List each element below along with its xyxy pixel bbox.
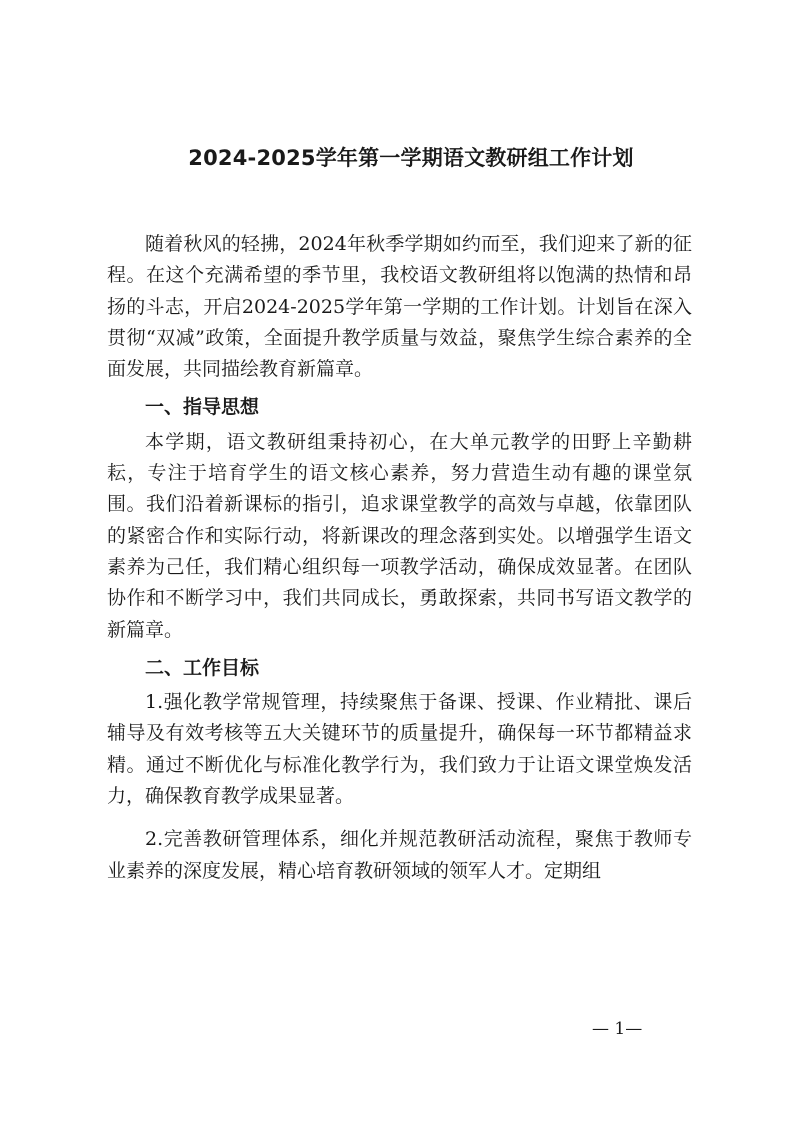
guiding-ideology-paragraph: 本学期，语文教研组秉持初心，在大单元教学的田野上辛勤耕耘，专注于培育学生的语文核心素养，努力营造生动有趣的课堂氛围。我们沿着新课标的指引，追求课堂教学的高效与卓越，依靠团队的紧密合作和实际行动，将新课改的理念落到实处。以增强学生语文素养为己任，我们精心组织每一项教学活动，确保成效显著。在团队协作和不断学习中，我们共同成长，勇敢探索，共同书写语文教学的新篇章。 <box>107 430 692 641</box>
section-heading-work-goals: 二、工作目标 <box>145 656 260 679</box>
work-goal-item-1: 1.强化教学常规管理，持续聚焦于备课、授课、作业精批、课后辅导及有效考核等五大关键环节的质量提升，确保每一环节都精益求精。通过不断优化与标准化教学行为，我们致力于让语文课堂焕发活力，确保教育教学成果显著。 <box>107 691 692 808</box>
document-body <box>107 229 692 887</box>
work-goal-item-2: 2.完善教研管理体系，细化并规范教研活动流程，聚焦于教师专业素养的深度发展，精心培育教研领域的领军人才。定期组 <box>107 828 692 882</box>
document-title: 2024-2025学年第一学期语文教研组工作计划 <box>188 146 634 170</box>
page-number: — 1— <box>592 1019 643 1039</box>
intro-paragraph: 随着秋风的轻拂，2024年秋季学期如约而至，我们迎来了新的征程。在这个充满希望的季节里，我校语文教研组将以饱满的热情和昂扬的斗志，开启2024-2025学年第一学期的工作计划。计划旨在深入贯彻“双减”政策，全面提升教学质量与效益，聚焦学生综合素养的全面发展，共同描绘教育新篇章。 <box>107 233 692 381</box>
section-heading-guiding-ideology: 一、指导思想 <box>145 396 260 419</box>
